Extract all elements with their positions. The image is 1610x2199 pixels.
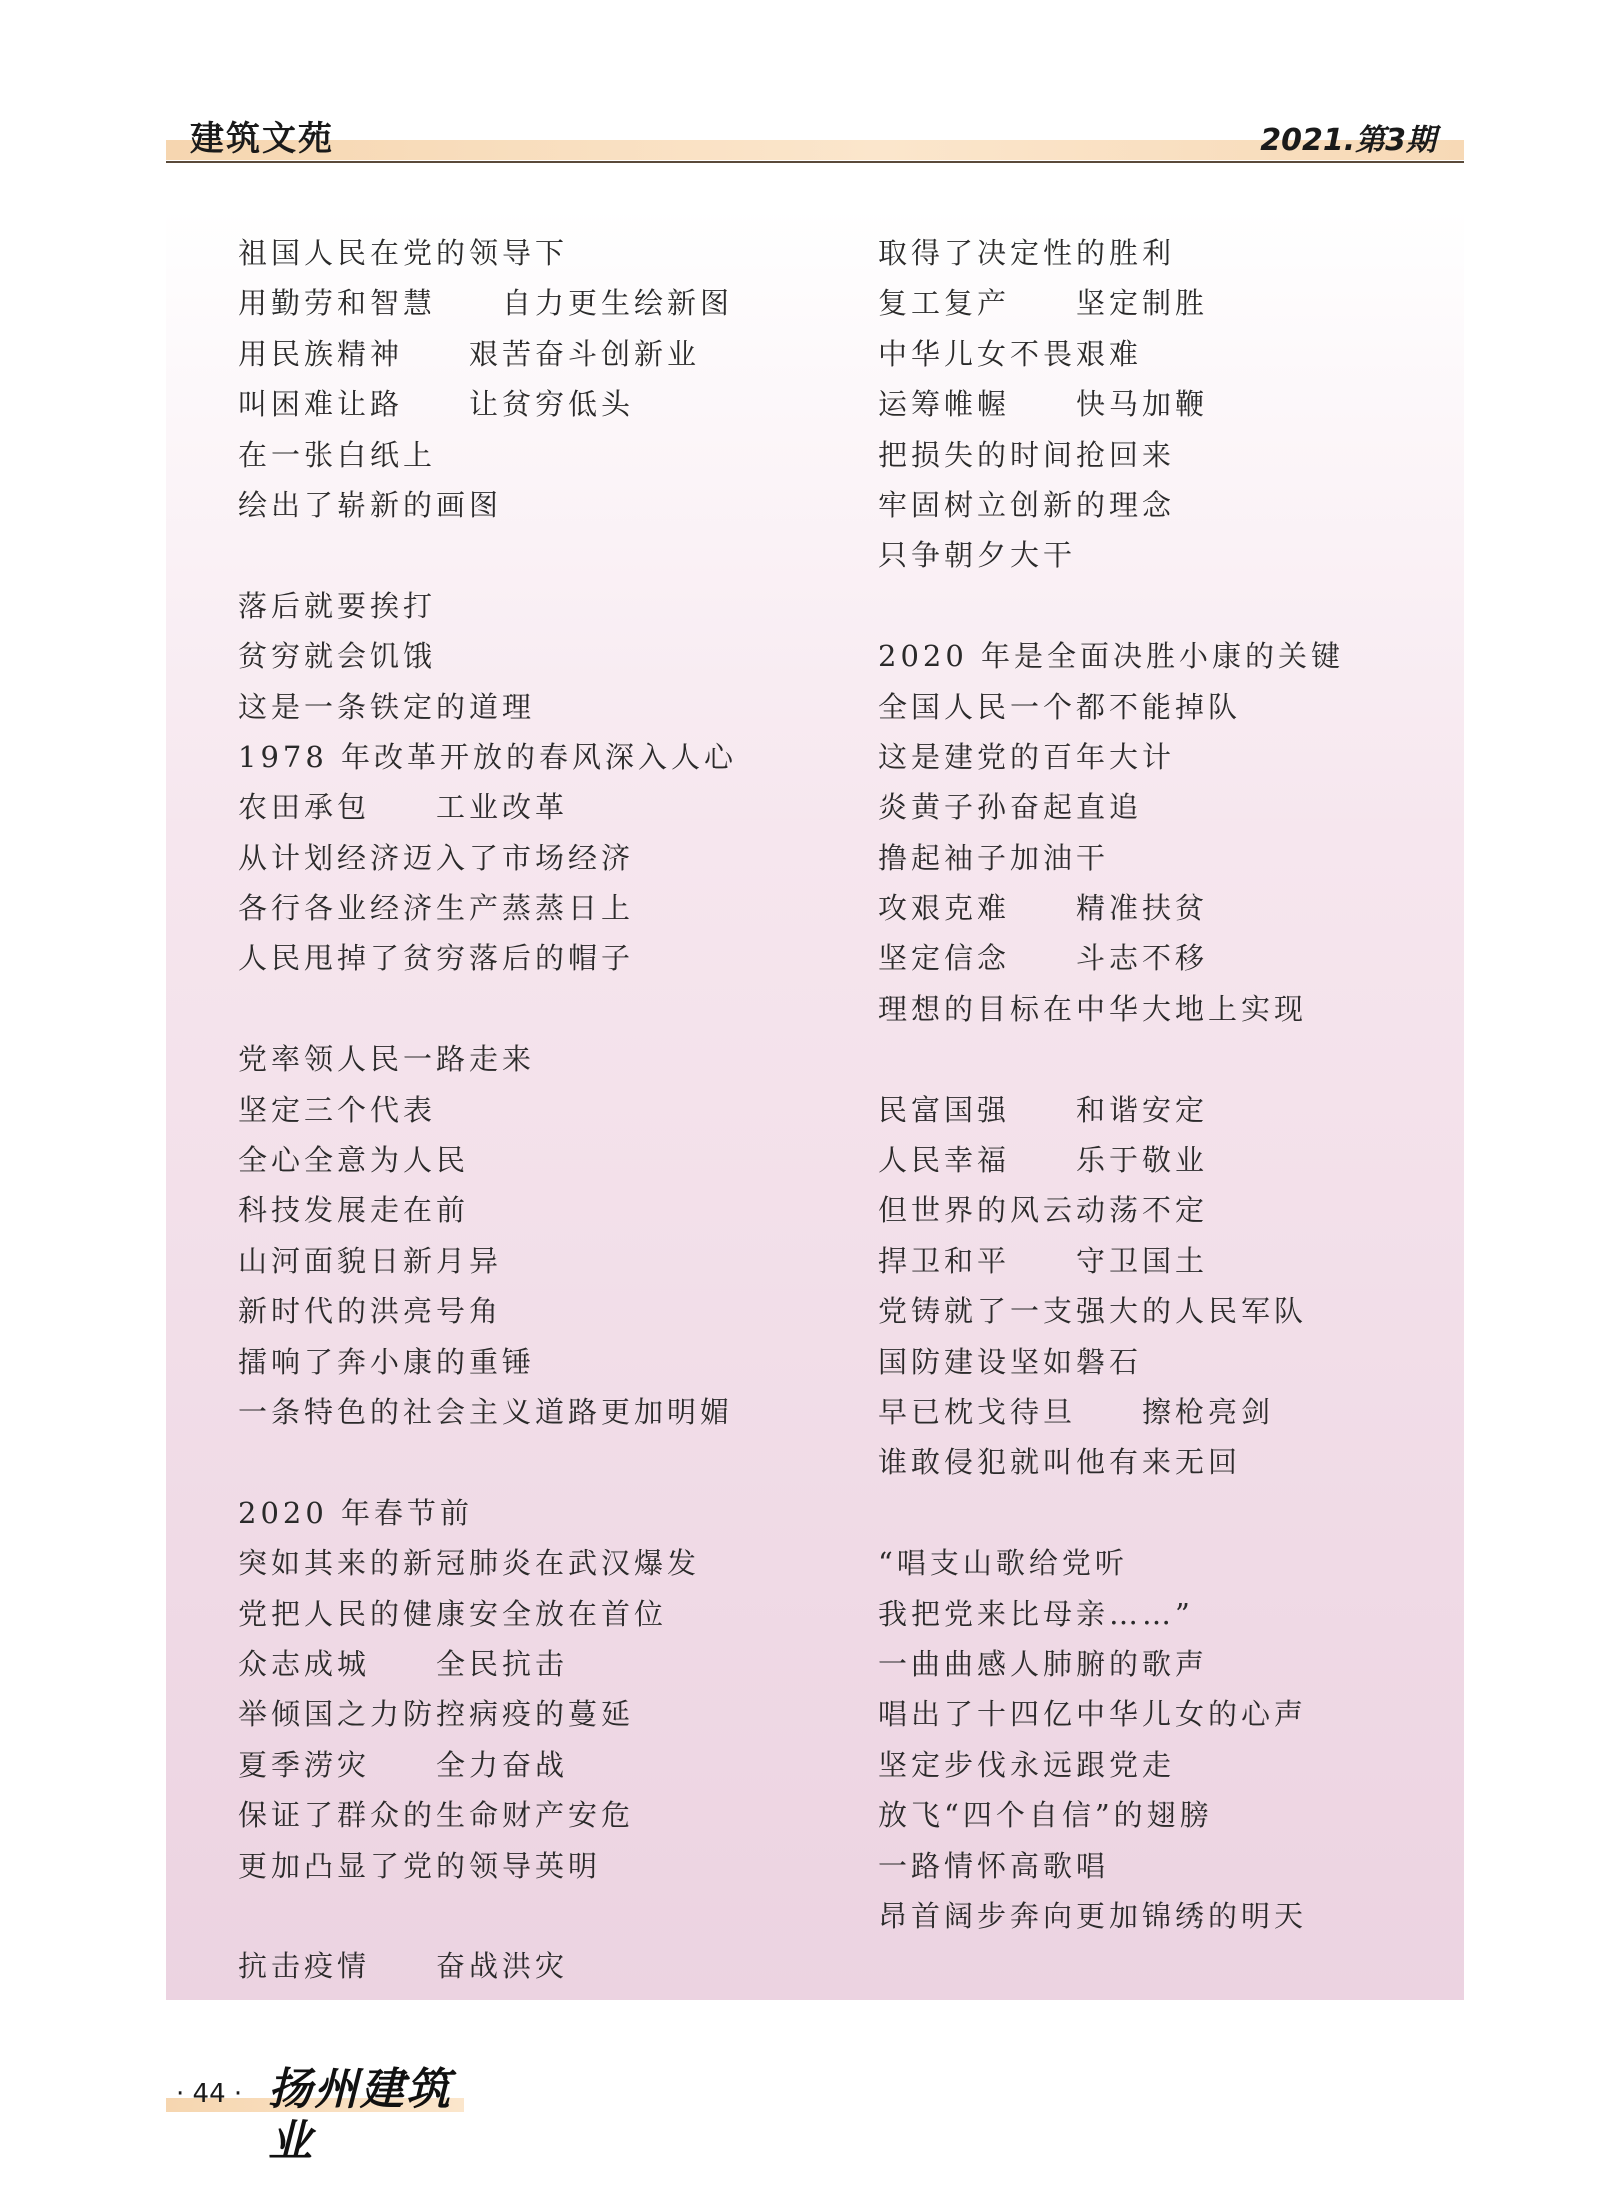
poem-panel — [166, 208, 1464, 2000]
poem-line: 绘出了崭新的画图 — [238, 487, 503, 522]
poem-line: 炎黄子孙奋起直追 — [878, 790, 1143, 825]
poem-line — [878, 581, 1344, 631]
poem-line: 把损失的时间抢回来 — [878, 437, 1176, 472]
poem-line: 贫穷就会饥饿 — [238, 639, 437, 674]
poem-line: 国防建设坚如磐石 — [878, 1344, 1143, 1379]
poem-line: 早已枕戈待旦 擦枪亮剑 — [878, 1394, 1275, 1429]
poem-line: 举倾国之力防控病疫的蔓延 — [238, 1697, 635, 1732]
poem-line: 捍卫和平 守卫国土 — [878, 1243, 1209, 1278]
poem-line: 放飞“四个自信”的翅膀 — [878, 1798, 1213, 1833]
poem-line: 复工复产 坚定制胜 — [878, 286, 1209, 321]
poem-line: 理想的目标在中华大地上实现 — [878, 991, 1308, 1026]
poem-line — [878, 1034, 1344, 1084]
masthead-logo: 扬州建筑业 — [268, 2064, 452, 2167]
poem-line: 一曲曲感人肺腑的歌声 — [878, 1646, 1209, 1681]
poem-line: “唱支山歌给党听 — [878, 1546, 1128, 1581]
poem-line — [878, 1488, 1344, 1538]
poem-line: 牢固树立创新的理念 — [878, 487, 1176, 522]
poem-line: 党铸就了一支强大的人民军队 — [878, 1294, 1308, 1329]
page-number: · 44 · — [176, 2079, 243, 2109]
poem-line: 一路情怀高歌唱 — [878, 1848, 1110, 1883]
poem-line: 突如其来的新冠肺炎在武汉爆发 — [238, 1546, 701, 1581]
poem-line: 1978 年改革开放的春风深入人心 — [238, 739, 738, 774]
poem-line: 祖国人民在党的领导下 — [238, 236, 569, 270]
poem-line: 用勤劳和智慧 自力更生绘新图 — [238, 286, 734, 321]
poem-line: 科技发展走在前 — [238, 1193, 470, 1228]
poem-line — [238, 1437, 737, 1487]
poem-line: 众志成城 全民抗击 — [238, 1646, 569, 1681]
poem-line: 这是建党的百年大计 — [878, 739, 1176, 774]
poem-line: 唱出了十四亿中华儿女的心声 — [878, 1697, 1308, 1732]
poem-line: 运筹帷幄 快马加鞭 — [878, 387, 1209, 422]
poem-line: 取得了决定性的胜利 — [878, 236, 1176, 270]
poem-line: 全国人民一个都不能掉队 — [878, 689, 1242, 724]
poem-line — [238, 530, 737, 580]
poem-line: 我把党来比母亲……” — [878, 1596, 1194, 1631]
poem-line: 攻艰克难 精准扶贫 — [878, 891, 1209, 926]
poem-line: 擂响了奔小康的重锤 — [238, 1344, 536, 1379]
poem-line: 一条特色的社会主义道路更加明媚 — [238, 1394, 734, 1429]
poem-line: 在一张白纸上 — [238, 437, 437, 472]
poem-line: 但世界的风云动荡不定 — [878, 1193, 1209, 1228]
poem-line: 全心全意为人民 — [238, 1143, 470, 1178]
poem-line: 更加凸显了党的领导英明 — [238, 1848, 602, 1883]
poem-line: 2020 年是全面决胜小康的关键 — [878, 639, 1345, 674]
poem-line: 农田承包 工业改革 — [238, 790, 569, 825]
poem-line: 党把人民的健康安全放在首位 — [238, 1596, 668, 1631]
poem-line: 谁敢侵犯就叫他有来无回 — [878, 1445, 1242, 1480]
poem-line: 从计划经济迈入了市场经济 — [238, 840, 635, 875]
page-header — [166, 116, 1464, 164]
poem-line: 只争朝夕大干 — [878, 538, 1077, 573]
poem-line: 中华儿女不畏艰难 — [878, 336, 1143, 371]
issue-number: 2021.第3期 — [1260, 123, 1436, 158]
section-title: 建筑文苑 — [190, 119, 334, 159]
poem-line — [238, 1891, 737, 1941]
poem-line: 山河面貌日新月异 — [238, 1243, 503, 1278]
poem-line: 坚定三个代表 — [238, 1092, 437, 1127]
poem-line: 坚定步伐永远跟党走 — [878, 1747, 1176, 1782]
poem-line: 各行各业经济生产蒸蒸日上 — [238, 891, 635, 926]
poem-line: 人民甩掉了贫穷落后的帽子 — [238, 941, 635, 976]
poem-line: 落后就要挨打 — [238, 588, 437, 623]
poem-line: 昂首阔步奔向更加锦绣的明天 — [878, 1898, 1308, 1933]
poem-line: 用民族精神 艰苦奋斗创新业 — [238, 336, 701, 371]
poem-line: 新时代的洪亮号角 — [238, 1294, 503, 1329]
poem-line — [238, 984, 737, 1034]
poem-line: 抗击疫情 奋战洪灾 — [238, 1949, 569, 1984]
poem-line: 党率领人民一路走来 — [238, 1042, 536, 1077]
poem-line: 撸起袖子加油干 — [878, 840, 1110, 875]
poem-column-left — [238, 228, 737, 1992]
poem-line: 夏季涝灾 全力奋战 — [238, 1747, 569, 1782]
poem-line: 这是一条铁定的道理 — [238, 689, 536, 724]
poem-line: 民富国强 和谐安定 — [878, 1092, 1209, 1127]
poem-line: 保证了群众的生命财产安危 — [238, 1798, 635, 1833]
poem-line: 2020 年春节前 — [238, 1495, 474, 1530]
poem-column-right — [878, 228, 1344, 1941]
page-footer — [166, 2064, 466, 2167]
poem-line: 叫困难让路 让贫穷低头 — [238, 387, 635, 422]
poem-line: 人民幸福 乐于敬业 — [878, 1143, 1209, 1178]
poem-line: 坚定信念 斗志不移 — [878, 941, 1209, 976]
